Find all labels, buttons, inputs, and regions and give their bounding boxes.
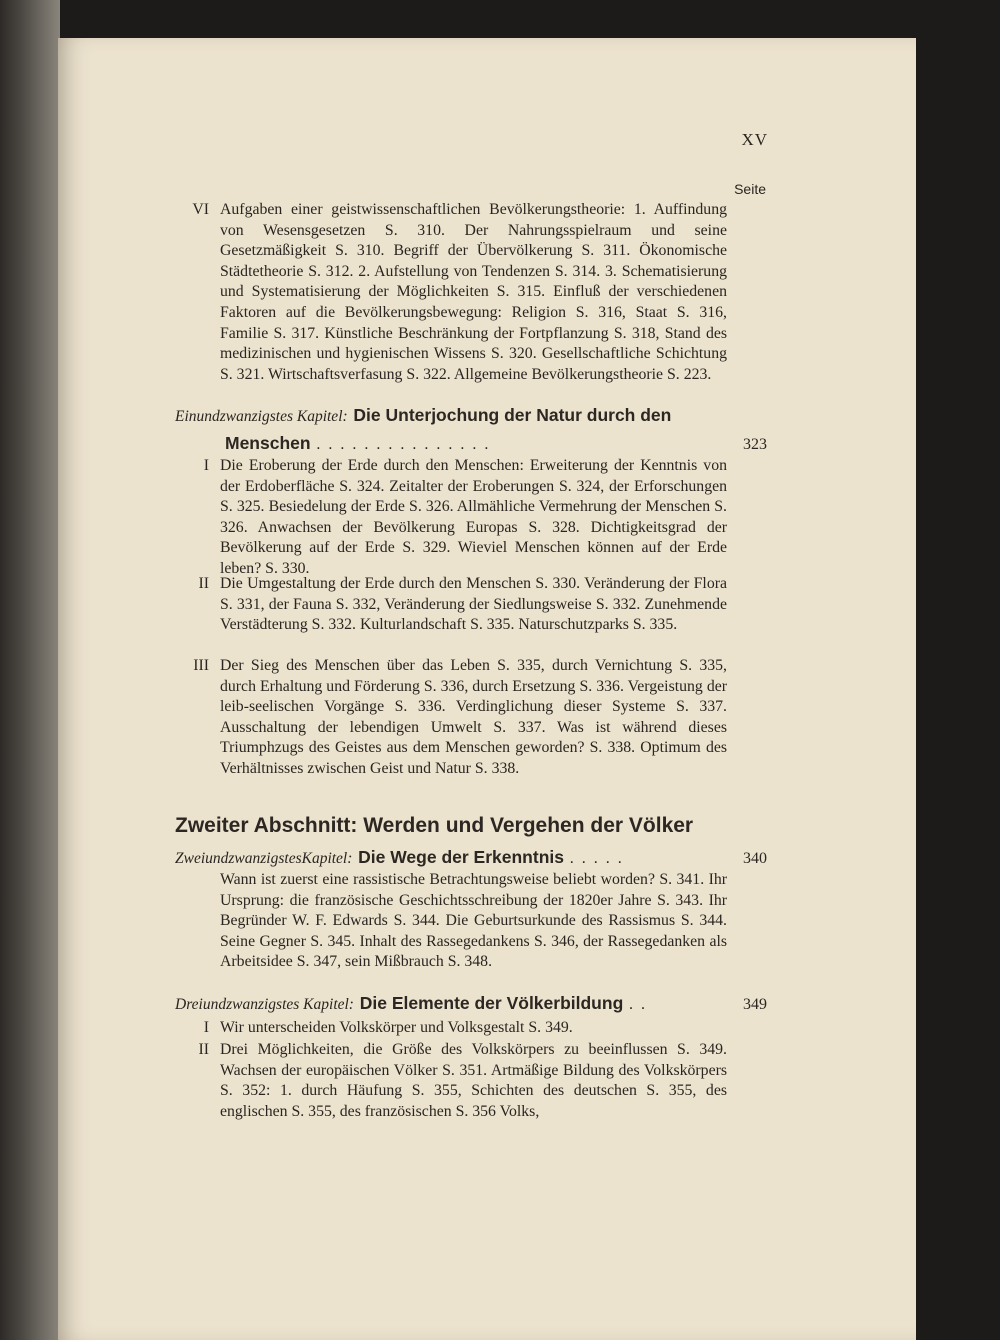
section-roman: I [203,457,209,474]
section-text: Die Umgestaltung der Erde durch den Menschen S. 330. Veränderung der Flora S. 331, der Fauna S. 332, Veränderung der Siedlungsweise S. 332. Zunehmende Verstädterung S. 332. Kulturlandschaft S. 335. Naturschutzparks S. 335. [220,575,727,634]
section-roman: I [203,1019,209,1036]
chapter-label: Einundzwanzigstes Kapitel: [175,408,348,425]
part-heading: Zweiter Abschnitt: Werden und Vergehen der Völker [175,814,694,837]
chapter-page: 340 [743,850,767,867]
section-text: Drei Möglichkeiten, die Größe des Volkskörpers zu beeinflussen S. 349. Wachsen der europäischen Völker S. 351. Artmäßige Bildung des Volkskörpers S. 352: 1. durch Häufung S. 355, Schichten des deutschen S. 355, des englischen S. 355, des französischen S. 356 Volks, [220,1041,727,1120]
chapter-entry [175,990,767,1018]
section-text: Der Sieg des Menschen über das Leben S. 335, durch Vernichtung S. 335, durch Erhaltung und Förderung S. 336, durch Ersetzung S. 336. Vergeistung der leib-seelischen Vorgänge S. 336. Verdinglichung dieser Systeme S. 337. Ausschaltung der lebendigen Umwelt S. 337. Was ist während dieses Triumphzugs des Geistes aus dem Menschen geworden? S. 338. Optimum des Verhältnisses zwischen Geist und Natur S. 338. [220,657,727,777]
section-text: Wann ist zuerst eine rassistische Betrachtungsweise beliebt worden? S. 341. Ihr Ursprung: die französische Geschichtsschreibung der 1820er Jahre S. 343. Ihr Begründer W. F. Edwards S. 344. Die Geburtsurkunde des Rassismus S. 344. Seine Gegner S. 345. Inhalt des Rassegedankens S. 346, der Rassegedanken als Arbeitsidee S. 347, sein Mißbrauch S. 348. [220,871,727,971]
section-text: Aufgaben einer geistwissenschaftlichen Bevölkerungstheorie: 1. Auffindung von Wesensgesetzen S. 310. Der Nahrungsspielraum und seine Gesetzmäßigkeit S. 310. Begriff der Übervölkerung S. 311. Ökonomische Städtetheorie S. 312. 2. Aufstellung von Tendenzen S. 314. 3. Schematisierung und Systematisierung der Möglichkeiten S. 315. Einfluß der verschiedenen Faktoren auf die Bevölkerungsbewegung: Religion S. 316, Staat S. 316, Familie S. 317. Künstliche Beschränkung der Fortpflanzung S. 318, Stand des medizinischen und hygienischen Wissens S. 320. Gesellschaftliche Schichtung S. 321. Wirtschaftsverfasung S. 322. Allgemeine Bevölkerungstheorie S. 223. [220,201,727,383]
section-roman: II [198,575,209,592]
chapter-title: Die Unterjochung der Natur durch den [353,405,672,425]
chapter-label: Dreiundzwanzigstes Kapitel: [175,996,354,1013]
leader-dots: .. [629,996,653,1013]
chapter-page: 323 [743,436,767,453]
chapter-page: 349 [743,996,767,1013]
section-roman: III [193,657,209,674]
seite-label: Seite [734,181,766,197]
leader-dots: ............... [316,436,497,453]
chapter-entry [175,844,767,872]
chapter-label: ZweiundzwanzigstesKapitel: [175,850,353,867]
chapter-title: Die Wege der Erkenntnis [358,847,564,867]
leader-dots: ..... [569,850,630,867]
book-spine [0,0,60,1340]
section-roman: II [198,1041,209,1058]
chapter-title-cont: Menschen [225,433,311,453]
page-number: XV [741,130,768,149]
section-roman: VI [192,201,209,218]
chapter-entry [175,402,767,458]
chapter-title: Die Elemente der Völkerbildung [359,993,624,1013]
section-text: Wir unterscheiden Volkskörper und Volksgestalt S. 349. [220,1019,573,1036]
section-text: Die Eroberung der Erde durch den Menschen: Erweiterung der Kenntnis von der Erdoberfläche S. 324. Zeitalter der Eroberungen S. 324, der Erforschungen S. 325. Besiedelung der Erde S. 326. Allmähliche Vermehrung der Menschen S. 326. Anwachsen der Bevölkerung Europas S. 328. Dichtigkeitsgrad der Bevölkerung auf der Erde S. 329. Wieviel Menschen können auf der Erde leben? S. 330. [220,457,727,577]
